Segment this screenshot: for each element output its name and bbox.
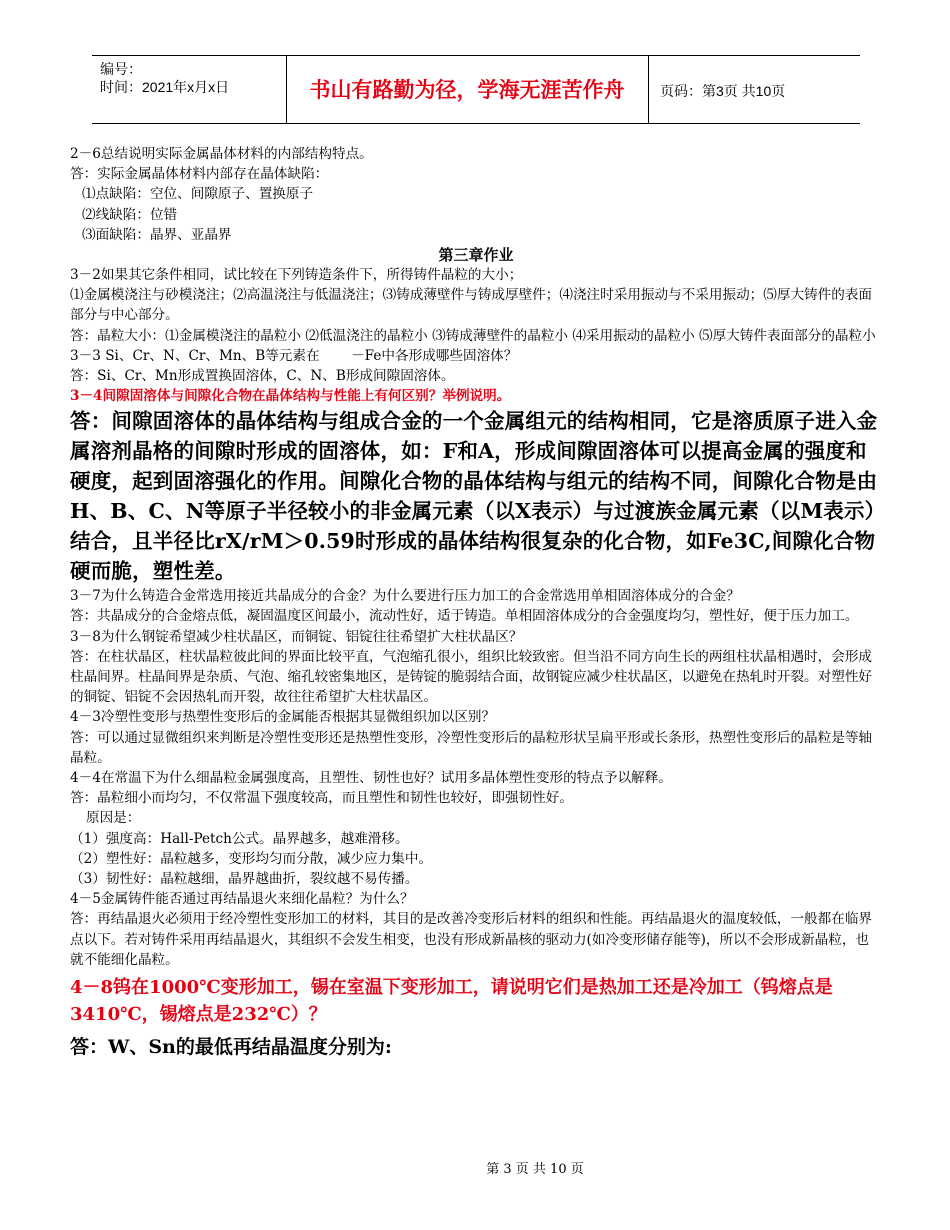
footer-page-number: 第 3 页 共 10 页 [486, 1162, 584, 1177]
answer-3-3: 答：Si、Cr、Mn形成置换固溶体，C、N、B形成间隙固溶体。 [70, 368, 455, 385]
header-motto: 书山有路勤为径，学海无涯苦作舟 [309, 77, 625, 102]
answer-3-4: 答：间隙固溶体的晶体结构与组成合金的一个金属组元的结构相同，它是溶质原子进入金属溶剂晶格的间隙时形成的固溶体，如：F和A，形成间隙固溶体可以提高金属的强度和硬度，起到固溶强化的作用。间隙化合物的晶体结构与组元的结构不同，间隙化合物是由H、B、C、N等原子半径较小的非金属元素（以X表示）与过渡族金属元素（以M表示）结合，且半径比rX/rM＞0.59时形成的晶体结构很复杂的化合物，如Fe3C,间隙化合物硬而脆，塑性差。 [70, 409, 878, 584]
question-3-2: 3－2如果其它条件相同，试比较在下列铸造条件下，所得铸件晶粒的大小； [70, 267, 523, 284]
time-label: 时间：2021年x月x日 [100, 79, 230, 95]
answer-2-6: 答：实际金属晶体材料内部存在晶体缺陷： [70, 166, 329, 183]
answer-4-5: 答：再结晶退火必须用于经冷塑性变形加工的材料，其目的是改善冷变形后材料的组织和性能。再结晶退火的温度较低，一般都在临界点以下。若对铸件采用再结晶退火，其组织不会发生相变，也没有形成新晶核的驱动力(如冷变形储存能等)，所以不会形成新晶粒，也就不能细化晶粒。 [70, 911, 873, 968]
question-3-7: 3－7为什么铸造合金常选用接近共晶成分的合金？为什么要进行压力加工的合金常选用单相固溶体成分的合金？ [70, 588, 740, 605]
answer-3-7: 答：共晶成分的合金熔点低，凝固温度区间最小，流动性好，适于铸造。单相固溶体成分的合金强度均匀，塑性好，便于压力加工。 [70, 608, 859, 625]
header-page-info: 页码：第3页 共10页 [660, 83, 786, 99]
answer-2-6-item: ⑶面缺陷：晶界、亚晶界 [82, 226, 232, 243]
page-footer [0, 1158, 950, 1177]
question-4-8: 4－8钨在1000℃变形加工，锡在室温下变形加工，请说明它们是热加工还是冷加工（钨熔点是3410℃，锡熔点是232℃）？ [70, 977, 833, 1026]
question-3-3: 3－3 Si、Cr、N、Cr、Mn、B等元素在 －Fe中各形成哪些固溶体？ [70, 347, 518, 364]
answer-4-4-reason: 原因是： [86, 810, 141, 827]
answer-4-4-item: （3）韧性好：晶粒越细，晶界越曲折，裂纹越不易传播。 [70, 871, 419, 888]
chapter-title: 第三章作业 [438, 246, 514, 265]
header-divider [648, 56, 649, 123]
answer-4-3: 答：可以通过显微组织来判断是冷塑性变形还是热塑性变形，冷塑性变形后的晶粒形状呈扁平形或长条形，热塑性变形后的晶粒是等轴晶粒。 [70, 729, 873, 766]
answer-4-4-item: （1）强度高：Hall-Petch公式。晶界越多，越难滑移。 [70, 830, 409, 847]
answer-3-8: 答：在柱状晶区，柱状晶粒彼此间的界面比较平直，气泡缩孔很小，组织比较致密。但当沿不同方向生长的两组柱状晶相遇时，会形成柱晶间界。柱晶间界是杂质、气泡、缩孔较密集地区，是铸锭的脆弱结合面，故钢锭应减少柱状晶区，以避免在热轧时开裂。对塑性好的铜锭、铝锭不会因热轧而开裂，故往往希望扩大柱状晶区。 [70, 648, 873, 706]
serial-label: 编号： [100, 61, 142, 77]
question-2-6: 2－6总结说明实际金属晶体材料的内部结构特点。 [70, 146, 373, 162]
answer-2-6-item: ⑵线缺陷：位错 [82, 206, 178, 223]
answer-4-4-item: （2）塑性好：晶粒越多，变形均匀而分散，减少应力集中。 [70, 850, 433, 867]
answer-4-8: 答：W、Sn的最低再结晶温度分别为: [70, 1036, 392, 1059]
question-4-4: 4－4在常温下为什么细晶粒金属强度高，且塑性、韧性也好？试用多晶体塑性变形的特点予以解释。 [70, 770, 672, 787]
page-header [92, 55, 860, 124]
answer-4-4: 答：晶粒细小而均匀，不仅常温下强度较高，而且塑性和韧性也较好，即强韧性好。 [70, 790, 573, 807]
question-3-8: 3－8为什么钢锭希望减少柱状晶区，而铜锭、铝锭往往希望扩大柱状晶区？ [70, 628, 523, 645]
answer-3-2: 答：晶粒大小：⑴金属模浇注的晶粒小 ⑵低温浇注的晶粒小 ⑶铸成薄壁件的晶粒小 ⑷采用振动的晶粒小 ⑸厚大铸件表面部分的晶粒小 [70, 327, 876, 344]
question-4-5: 4－5金属铸件能否通过再结晶退火来细化晶粒？为什么？ [70, 891, 414, 908]
answer-2-6-item: ⑴点缺陷：空位、间隙原子、置换原子 [82, 186, 314, 203]
question-3-4: 3－4间隙固溶体与间隙化合物在晶体结构与性能上有何区别？举例说明。 [70, 388, 511, 405]
header-meta [100, 60, 229, 96]
question-4-3: 4－3冷塑性变形与热塑性变形后的金属能否根据其显微组织加以区别？ [70, 709, 496, 726]
question-3-2-options: ⑴金属模浇注与砂模浇注；⑵高温浇注与低温浇注；⑶铸成薄壁件与铸成厚壁件；⑷浇注时采用振动与不采用振动；⑸厚大铸件的表面部分与中心部分。 [70, 287, 873, 324]
document-body [70, 144, 882, 1062]
